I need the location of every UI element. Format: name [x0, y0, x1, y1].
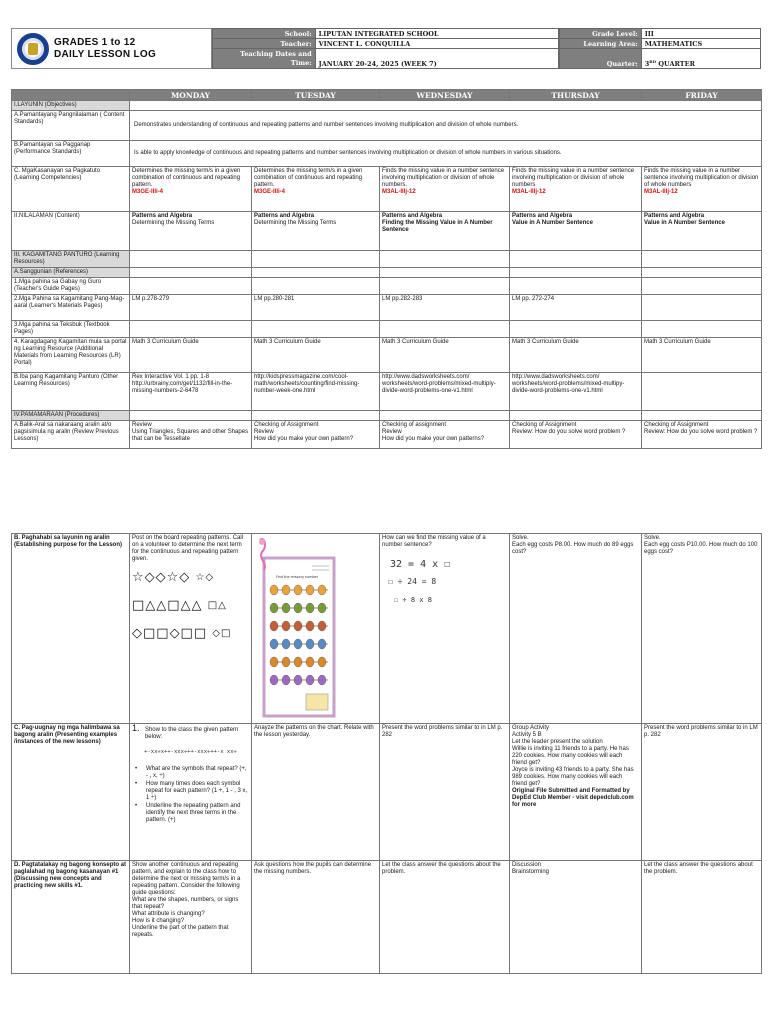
discussion-row [12, 861, 762, 974]
bead [294, 585, 302, 595]
title-line-2: DAILY LESSON LOG [54, 49, 157, 60]
document-title [54, 37, 156, 61]
competency-tuesday: Determines the missing term/s in a given combination of continuous and repeating pattern. M3GE-IIIi-4 [252, 167, 380, 212]
grade-value: III [641, 29, 760, 39]
lesson-table-page-2 [11, 533, 762, 974]
other-resources-thursday: http://www.dadsworksheets.com/ worksheets/word-problems/mixed-multipy-divide-word-problems-one-v1.html [510, 373, 642, 411]
gabay-row [12, 278, 762, 295]
teacher-value: VINCENT L. CONQUILLA [315, 39, 558, 49]
competencies-label: C. MgaKasanayan sa Pagkatuto (Learning Competencies) [12, 167, 130, 212]
purpose-monday: Post on the board repeating patterns. Call on a volunteer to determine the next term for the continuous and repeating pattern given. ☆◇◇☆◇ ☆◇ □△△□△△ □△ ◇□□◇□□ ◇□ [130, 534, 252, 724]
bead [306, 675, 314, 685]
bead [282, 657, 290, 667]
bead [270, 675, 278, 685]
equation-3: ☐ ÷ 8 x 8 [394, 596, 432, 604]
dates-value: JANUARY 20-24, 2025 (WEEK 7) [315, 49, 558, 69]
lr-thursday: Math 3 Curriculum Guide [510, 338, 642, 373]
guide-questions-list [132, 766, 249, 824]
deped-seal-logo [17, 33, 49, 65]
other-resources-label: B.Iba pang Kagamitang Panturo (Other Learning Resources) [12, 373, 130, 411]
lm-friday [642, 295, 762, 321]
purpose-wednesday: How can we find the missing value of a number sentence? 32 = 4 x ☐ ☐ ÷ 24 = 8 ☐ ÷ 8 x 8 [380, 534, 510, 724]
bead [282, 621, 290, 631]
bead [270, 657, 278, 667]
guide-question: • Underline the repeating pattern and identify the next three terms in the pattern. (+) [132, 803, 249, 824]
diamond-square-pattern: ◇□□◇□□ ◇□ [132, 626, 232, 641]
bead [294, 657, 302, 667]
teksbuk-row [12, 321, 762, 338]
discussion-tuesday: Ask questions how the pupils can determine the missing numbers. [252, 861, 380, 974]
missing-number-worksheet-image [254, 536, 376, 720]
bead [306, 657, 314, 667]
bead [306, 585, 314, 595]
day-tuesday: TUESDAY [252, 90, 380, 101]
bead [318, 621, 326, 631]
discussion-thursday: Discussion Brainstorming [510, 861, 642, 974]
dates-label: Teaching Dates and Time: [213, 49, 316, 69]
lm-wednesday: LM pp.282-283 [380, 295, 510, 321]
worksheet-title: Find the missing number [276, 575, 318, 579]
layunin-row [12, 101, 762, 111]
performance-standards-row [12, 141, 762, 167]
purpose-friday: Solve. Each egg costs P10.00. How much do 100 eggs cost? [642, 534, 762, 724]
day-monday: MONDAY [130, 90, 252, 101]
content-wednesday: Patterns and Algebra Finding the Missing Value in A Number Sentence [380, 212, 510, 251]
sanggunian-label: A.Sanggunian (References) [12, 268, 130, 278]
lr-portal-label: 4. Karagdagang Kagamitan mula sa portal ng Learning Resource (Additional Materials from Learning Resources (LR) Portal) [12, 338, 130, 373]
lr-friday: Math 3 Curriculum Guide [642, 338, 762, 373]
kagamitan-row [12, 251, 762, 268]
other-resources-tuesday: http://kidspressmagazine.com/cool-math/worksheets/counting/find-missing-number-week-one.html [252, 373, 380, 411]
bead [306, 621, 314, 631]
bead [306, 603, 314, 613]
bead [294, 603, 302, 613]
competency-friday: Finds the missing value in a number sentence involving multiplication or division of whole numbers M3AL-IIIj-12 [642, 167, 762, 212]
bead [294, 639, 302, 649]
lr-wednesday: Math 3 Curriculum Guide [380, 338, 510, 373]
lm-thursday: LM pp. 272-274 [510, 295, 642, 321]
content-tuesday: Patterns and Algebra Determining the Missing Terms [252, 212, 380, 251]
square-triangle-pattern: □△△□△△ □△ [132, 598, 227, 613]
review-thursday: Checking of Assignment Review: How do you solve word problem ? [510, 421, 642, 449]
other-resources-friday [642, 373, 762, 411]
star-diamond-pattern: ☆◇◇☆◇ ☆◇ [132, 570, 215, 585]
competency-monday: Determines the missing term/s in a given combination of continuous and repeating pattern. M3GE-IIIi-4 [130, 167, 252, 212]
title-box [11, 28, 212, 69]
discussion-friday: Let the class answer the questions about the problem. [642, 861, 762, 974]
purpose-label: B. Paghahabi sa layunin ng aralin (Establishing purpose for the Lesson) [12, 534, 130, 724]
content-standards-row [12, 111, 762, 141]
bead [270, 639, 278, 649]
grade-info-table [559, 28, 761, 69]
discussion-monday: Show another continuous and repeating pattern, and explain to the class how to determine the next or missing term/s in a repeating pattern. Consider the following guide questions: What are the shapes, numbers, or signs that repeat? What attribute is changing? How is it changing? Underline the part of the pattern that repeats. [130, 861, 252, 974]
guide-question: • How many times does each symbol repeat for each pattern? (1 +, 1 - , 3 x, 1 ÷) [132, 781, 249, 802]
header [11, 28, 761, 69]
area-value: MATHEMATICS [641, 39, 760, 49]
content-standards-label: A.Pamantayang Pangnilalaman ( Content Standards) [12, 111, 130, 141]
layunin-label: I.LAYUNIN (Objectives) [12, 101, 130, 111]
bead [318, 639, 326, 649]
examples-tuesday: Anayze the patterns on the chart. Relate with the lesson yesterday. [252, 724, 380, 861]
quarter-label: Quarter: [560, 49, 642, 69]
pamamaraan-row [12, 411, 762, 421]
review-wednesday: Checking of assignment Review How did you make your own patterns? [380, 421, 510, 449]
lm-monday: LM p.278-279 [130, 295, 252, 321]
nilalaman-label: II.NILALAMAN (Content) [12, 212, 130, 251]
purpose-thursday: Solve. Each egg costs P8.00. How much do 89 eggs cost? [510, 534, 642, 724]
bead [282, 675, 290, 685]
kagamitan-label: III. KAGAMITANG PANTURO (Learning Resources) [12, 251, 130, 268]
bead [318, 657, 326, 667]
competency-thursday: Finds the missing value in a number sentence involving multiplication or division of whole numbers M3AL-IIIj-12 [510, 167, 642, 212]
lr-tuesday: Math 3 Curriculum Guide [252, 338, 380, 373]
day-wednesday: WEDNESDAY [380, 90, 510, 101]
content-monday: Patterns and Algebra Determining the Missing Terms [130, 212, 252, 251]
bead [270, 621, 278, 631]
bead [282, 603, 290, 613]
content-friday: Patterns and Algebra Value in A Number Sentence [642, 212, 762, 251]
lm-tuesday: LM pp.280-281 [252, 295, 380, 321]
content-standards-text: Demonstrates understanding of continuous and repeating patterns and number sentences involving multiplication and division of whole numbers. [130, 111, 762, 141]
purpose-tuesday [252, 534, 380, 724]
gabay-label: 1.Mga pahina sa Gabay ng Guro (Teacher's Guide Pages) [12, 278, 130, 295]
purpose-row [12, 534, 762, 724]
content-thursday: Patterns and Algebra Value in A Number Sentence [510, 212, 642, 251]
lr-monday: Math 3 Curriculum Guide [130, 338, 252, 373]
quarter-value: 3RD QUARTER [641, 49, 760, 69]
day-header-row [12, 90, 762, 101]
title-line-1: GRADES 1 to 12 [54, 37, 136, 48]
grade-label: Grade Level: [560, 29, 642, 39]
examples-friday: Present the word problems similar to in LM p. 282 [642, 724, 762, 861]
examples-thursday: Group Activity Activity 5 B Let the leader present the solution Willie is inviting 11 friends to a party. He has 220 cookies. How many cookies will each friend get? Joyce is inviting 43 friends to a party. She has 989 cookies. How many cookies will each friend get? Original File Submitted and Formatted by DepEd Club Member - visit depedclub.com for more [510, 724, 642, 861]
performance-standards-text: Is able to apply knowledge of continuous and repeating patterns and number sentences involving multiplication or division of whole numbers in various situations. [130, 141, 762, 167]
bead [282, 639, 290, 649]
review-monday: Review Using Triangles, Squares and other Shapes that can be Tessellate [130, 421, 252, 449]
balik-aral-row [12, 421, 762, 449]
school-value: LIPUTAN INTEGRATED SCHOOL [315, 29, 558, 39]
bead [318, 603, 326, 613]
school-label: School: [213, 29, 316, 39]
area-label: Learning Area: [560, 39, 642, 49]
review-friday: Checking of Assignment Review: How do you solve word problem ? [642, 421, 762, 449]
bead [282, 585, 290, 595]
bead [270, 585, 278, 595]
examples-monday: 1. Show to the class the given pattern below: +-xx÷x++-xxx÷++-xxx÷++-x xx÷ • What are the symbols that repeat? (+, - , x, ÷) • How many times does each symbol repeat for each pattern? (1 +, 1 - , 3 x, 1 ÷) • Underline the repeating pattern and identify the next three terms in the pattern. (+) [130, 724, 252, 861]
depedclub-note: Original File Submitted and Formatted by DepEd Club Member - visit depedclub.com for more [512, 788, 634, 808]
discussion-wednesday: Let the class answer the questions about the problem. [380, 861, 510, 974]
bead [270, 603, 278, 613]
equation-2: ☐ ÷ 24 = 8 [388, 577, 437, 586]
lm-row [12, 295, 762, 321]
guide-question: • What are the symbols that repeat? (+, - , x, ÷) [132, 766, 249, 780]
teksbuk-label: 3.Mga pahina sa Teksbuk (Textbook Pages) [12, 321, 130, 338]
pamamaraan-label: IV.PAMAMARAAN (Procedures) [12, 411, 130, 421]
examples-wednesday: Present the word problems similar to in LM p. 282 [380, 724, 510, 861]
sanggunian-row [12, 268, 762, 278]
competency-wednesday: Finds the missing value in a number sentence involving multiplication or division of whole numbers. M3AL-IIIj-12 [380, 167, 510, 212]
examples-label: C. Pag-uugnay ng mga halimbawa sa bagong aralin (Presenting examples /instances of the new lessons) [12, 724, 130, 861]
lesson-table-page-1 [11, 89, 762, 449]
teacher-label: Teacher: [213, 39, 316, 49]
bead [318, 675, 326, 685]
performance-standards-label: B.Pamantayan sa Pagganap (Performance Standards) [12, 141, 130, 167]
examples-row [12, 724, 762, 861]
symbol-pattern: +-xx÷x++-xxx÷++-xxx÷++-x xx÷ [144, 749, 237, 755]
nilalaman-row [12, 212, 762, 251]
day-thursday: THURSDAY [510, 90, 642, 101]
discussion-label: D. Pagtatalakay ng bagong konsepto at paglalahad ng bagong kasanayan #1 (Discussing new concepts and practicing new skills #1. [12, 861, 130, 974]
bead [294, 621, 302, 631]
review-tuesday: Checking of Assignment Review How did you make your own pattern? [252, 421, 380, 449]
bead [318, 585, 326, 595]
lr-portal-row [12, 338, 762, 373]
other-resources-wednesday: http://www.dadsworksheets.com/ worksheets/word-problems/mixed-multiply-divide-word-problems-one-v1.html [380, 373, 510, 411]
bead [306, 639, 314, 649]
bead [294, 675, 302, 685]
other-resources-row [12, 373, 762, 411]
competencies-row [12, 167, 762, 212]
school-info-table [212, 28, 559, 69]
lm-label: 2.Mga Pahina sa Kagamitang Pang-Mag-aaral (Learner's Materials Pages) [12, 295, 130, 321]
balik-aral-label: A.Balik-Aral sa nakaraang aralin at/o pagsisimula ng aralin (Review Previous Lessons) [12, 421, 130, 449]
equation-1: 32 = 4 x ☐ [390, 559, 451, 570]
day-friday: FRIDAY [642, 90, 762, 101]
other-resources-monday: Rex Interactive Vol. 1 pp. 1-8 http://urbrainy.com/get/1132/fill-in-the-missing-numbers-2-6478 [130, 373, 252, 411]
